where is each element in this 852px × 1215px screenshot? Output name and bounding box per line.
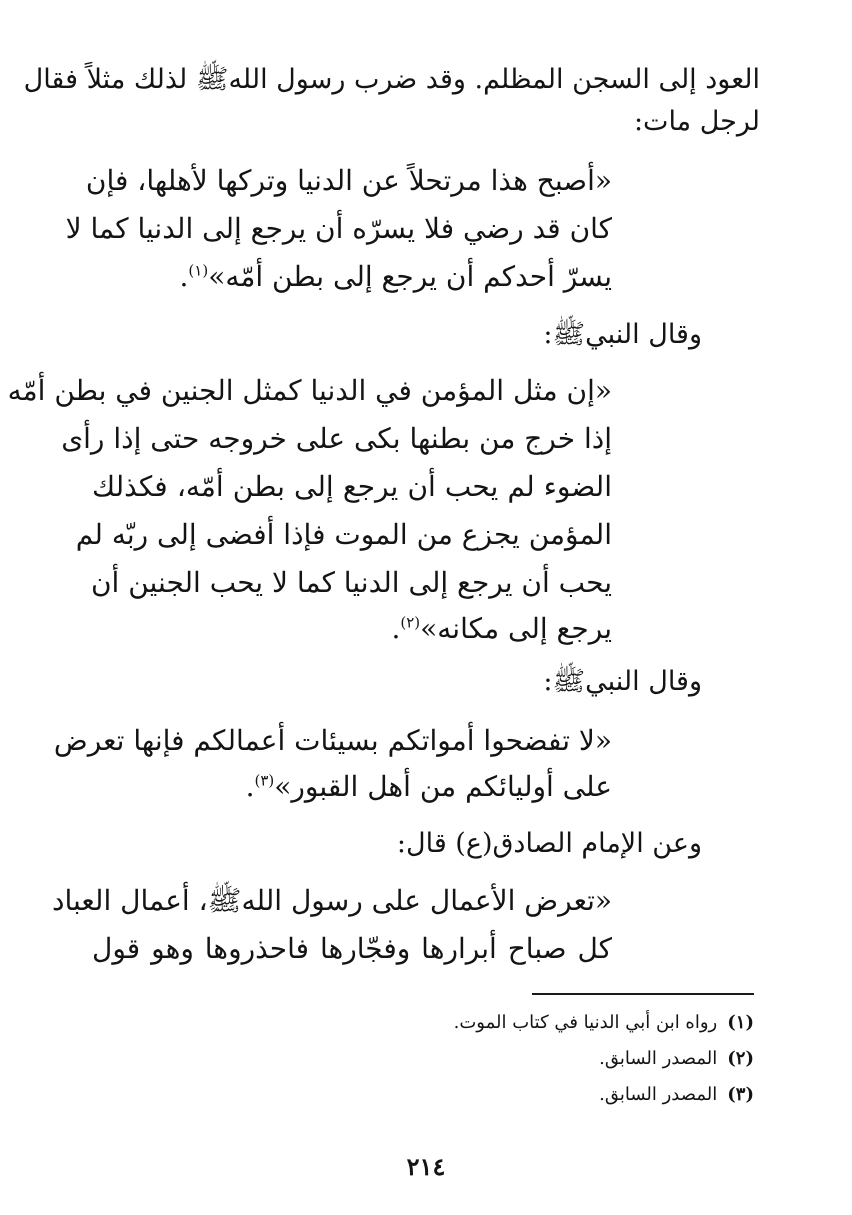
footnote-ref-1: (١): [188, 261, 209, 280]
quote2-line-2: إذا خرج من بطنها بكى على خروجه حتى إذا رأى: [61, 422, 612, 455]
quote3-line-2-text: على أوليائكم من أهل القبور»: [274, 770, 612, 803]
footnote-2: [599, 1046, 754, 1072]
footnote-1-text: رواه ابن أبي الدنيا في كتاب الموت.: [453, 1012, 718, 1033]
footnote-1-number: (١): [727, 1012, 754, 1033]
intro4-line: وعن الإمام الصادق(ع) قال:: [396, 828, 702, 859]
footnote-2-text: المصدر السابق.: [599, 1048, 718, 1069]
quote1-line-3-text: يسرّ أحدكم أن يرجع إلى بطن أمّه»: [208, 260, 612, 293]
intro3-line: وقال النبيﷺ:: [543, 666, 702, 697]
quote1-line-2: كان قد رضي فلا يسرّه أن يرجع إلى الدنيا كما لا: [65, 212, 612, 245]
quote2-line-4: المؤمن يجزع من الموت فإذا أفضى إلى ربّه لم: [75, 518, 612, 551]
intro-line-2: لرجل مات:: [633, 106, 760, 137]
quote2-line-6-text: يرجع إلى مكانه»: [420, 612, 612, 645]
quote4-line-1: «تعرض الأعمال على رسول اللهﷺ، أعمال العباد: [51, 884, 612, 917]
footnote-3-number: (٣): [727, 1084, 754, 1105]
quote2-line-5: يحب أن يرجع إلى الدنيا كما لا يحب الجنين أن: [90, 566, 612, 599]
quote2-line-6: [391, 606, 612, 652]
quote3-line-1: «لا تفضحوا أمواتكم بسيئات أعمالكم فإنها تعرض: [53, 724, 612, 757]
footnote-ref-2: (٢): [400, 613, 421, 632]
footnote-3: [599, 1082, 754, 1108]
quote4-line-2: كل صباح أبرارها وفجّارها فاحذروها وهو قول: [92, 932, 612, 965]
quote2-line-3: الضوء لم يحب أن يرجع إلى بطن أمّه، فكذلك: [92, 470, 612, 503]
quote1-line-3: [180, 254, 613, 300]
intro2-line: وقال النبيﷺ:: [543, 319, 702, 350]
page-number: ٢١٤: [406, 1152, 446, 1181]
quote2-end-mark: .: [391, 612, 401, 645]
footnote-1: [454, 1010, 754, 1036]
quote3-end-mark: .: [245, 770, 255, 803]
quote2-line-1: «إن مثل المؤمن في الدنيا كمثل الجنين في بطن أمّه: [7, 374, 612, 407]
footnote-2-number: (٢): [727, 1048, 754, 1069]
quote3-line-2: [246, 764, 612, 810]
quote1-end-mark: .: [179, 260, 189, 293]
intro-line-1: العود إلى السجن المظلم. وقد ضرب رسول اللهﷺ لذلك مثلاً فقال: [23, 64, 760, 95]
footnote-ref-3: (٣): [254, 771, 275, 790]
footnote-separator: [532, 993, 754, 995]
quote1-line-1: «أصبح هذا مرتحلاً عن الدنيا وتركها لأهلها، فإن: [85, 164, 612, 197]
footnote-3-text: المصدر السابق.: [599, 1084, 718, 1105]
